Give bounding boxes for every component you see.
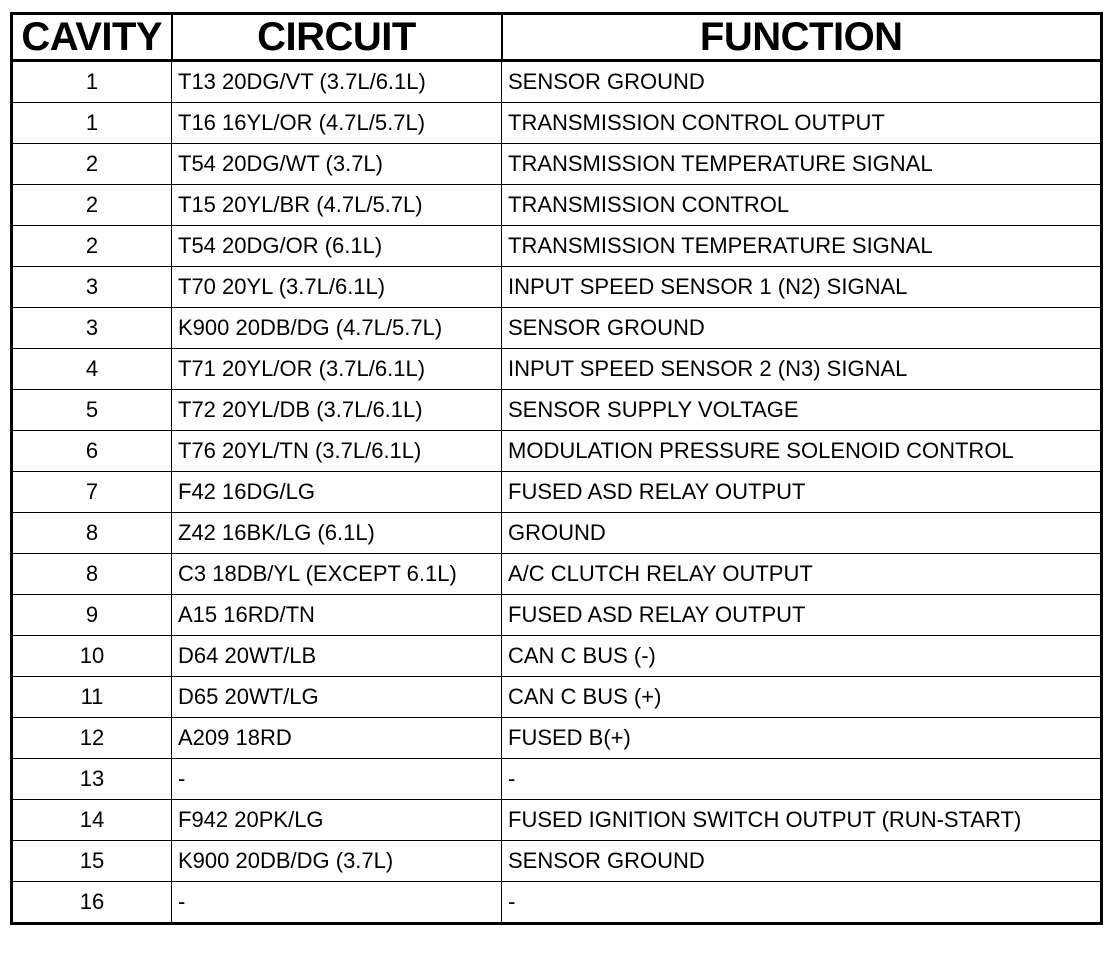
- cavity-cell: 14: [12, 800, 172, 841]
- cavity-cell: 1: [12, 61, 172, 103]
- table-row: [12, 636, 1102, 677]
- cavity-cell: 5: [12, 390, 172, 431]
- table-row: [12, 759, 1102, 800]
- cavity-cell: 2: [12, 185, 172, 226]
- table-row: [12, 841, 1102, 882]
- circuit-cell: T54 20DG/OR (6.1L): [172, 226, 502, 267]
- circuit-cell: K900 20DB/DG (3.7L): [172, 841, 502, 882]
- table-body: [12, 61, 1102, 924]
- function-cell: FUSED ASD RELAY OUTPUT: [502, 472, 1102, 513]
- function-cell: TRANSMISSION CONTROL: [502, 185, 1102, 226]
- cavity-cell: 15: [12, 841, 172, 882]
- circuit-cell: T76 20YL/TN (3.7L/6.1L): [172, 431, 502, 472]
- circuit-cell: K900 20DB/DG (4.7L/5.7L): [172, 308, 502, 349]
- circuit-cell: T54 20DG/WT (3.7L): [172, 144, 502, 185]
- table-header: [12, 14, 1102, 61]
- circuit-cell: T70 20YL (3.7L/6.1L): [172, 267, 502, 308]
- circuit-cell: T15 20YL/BR (4.7L/5.7L): [172, 185, 502, 226]
- circuit-cell: -: [172, 882, 502, 924]
- circuit-cell: A15 16RD/TN: [172, 595, 502, 636]
- cavity-cell: 3: [12, 267, 172, 308]
- function-cell: -: [502, 759, 1102, 800]
- table-row: [12, 103, 1102, 144]
- table-row: [12, 349, 1102, 390]
- circuit-cell: D64 20WT/LB: [172, 636, 502, 677]
- function-cell: TRANSMISSION TEMPERATURE SIGNAL: [502, 144, 1102, 185]
- cavity-cell: 7: [12, 472, 172, 513]
- function-cell: CAN C BUS (+): [502, 677, 1102, 718]
- table-row: [12, 513, 1102, 554]
- cavity-cell: 4: [12, 349, 172, 390]
- column-header-circuit: CIRCUIT: [172, 14, 502, 61]
- column-header-function: FUNCTION: [502, 14, 1102, 61]
- table-row: [12, 472, 1102, 513]
- table-row: [12, 390, 1102, 431]
- cavity-cell: 8: [12, 513, 172, 554]
- circuit-cell: T13 20DG/VT (3.7L/6.1L): [172, 61, 502, 103]
- function-cell: TRANSMISSION TEMPERATURE SIGNAL: [502, 226, 1102, 267]
- table-row: [12, 185, 1102, 226]
- circuit-cell: C3 18DB/YL (EXCEPT 6.1L): [172, 554, 502, 595]
- cavity-cell: 2: [12, 226, 172, 267]
- function-cell: SENSOR SUPPLY VOLTAGE: [502, 390, 1102, 431]
- table-row: [12, 554, 1102, 595]
- function-cell: SENSOR GROUND: [502, 841, 1102, 882]
- table-row: [12, 677, 1102, 718]
- table-row: [12, 800, 1102, 841]
- table-row: [12, 144, 1102, 185]
- function-cell: FUSED B(+): [502, 718, 1102, 759]
- cavity-cell: 12: [12, 718, 172, 759]
- column-header-cavity: CAVITY: [12, 14, 172, 61]
- function-cell: FUSED ASD RELAY OUTPUT: [502, 595, 1102, 636]
- function-cell: SENSOR GROUND: [502, 61, 1102, 103]
- connector-pinout-table: [10, 12, 1103, 925]
- header-row: [12, 14, 1102, 61]
- function-cell: FUSED IGNITION SWITCH OUTPUT (RUN-START): [502, 800, 1102, 841]
- function-cell: MODULATION PRESSURE SOLENOID CONTROL: [502, 431, 1102, 472]
- cavity-cell: 1: [12, 103, 172, 144]
- circuit-cell: A209 18RD: [172, 718, 502, 759]
- function-cell: INPUT SPEED SENSOR 1 (N2) SIGNAL: [502, 267, 1102, 308]
- circuit-cell: T71 20YL/OR (3.7L/6.1L): [172, 349, 502, 390]
- table-row: [12, 595, 1102, 636]
- circuit-cell: F942 20PK/LG: [172, 800, 502, 841]
- cavity-cell: 6: [12, 431, 172, 472]
- table-row: [12, 226, 1102, 267]
- circuit-cell: T16 16YL/OR (4.7L/5.7L): [172, 103, 502, 144]
- table-row: [12, 308, 1102, 349]
- function-cell: INPUT SPEED SENSOR 2 (N3) SIGNAL: [502, 349, 1102, 390]
- cavity-cell: 16: [12, 882, 172, 924]
- cavity-cell: 8: [12, 554, 172, 595]
- circuit-cell: T72 20YL/DB (3.7L/6.1L): [172, 390, 502, 431]
- table-row: [12, 718, 1102, 759]
- table-row: [12, 882, 1102, 924]
- function-cell: GROUND: [502, 513, 1102, 554]
- function-cell: -: [502, 882, 1102, 924]
- function-cell: A/C CLUTCH RELAY OUTPUT: [502, 554, 1102, 595]
- circuit-cell: D65 20WT/LG: [172, 677, 502, 718]
- connector-pinout-sheet: [10, 12, 1100, 925]
- cavity-cell: 3: [12, 308, 172, 349]
- circuit-cell: F42 16DG/LG: [172, 472, 502, 513]
- function-cell: TRANSMISSION CONTROL OUTPUT: [502, 103, 1102, 144]
- cavity-cell: 2: [12, 144, 172, 185]
- circuit-cell: Z42 16BK/LG (6.1L): [172, 513, 502, 554]
- cavity-cell: 13: [12, 759, 172, 800]
- cavity-cell: 11: [12, 677, 172, 718]
- table-row: [12, 431, 1102, 472]
- function-cell: CAN C BUS (-): [502, 636, 1102, 677]
- circuit-cell: -: [172, 759, 502, 800]
- cavity-cell: 9: [12, 595, 172, 636]
- function-cell: SENSOR GROUND: [502, 308, 1102, 349]
- cavity-cell: 10: [12, 636, 172, 677]
- table-row: [12, 61, 1102, 103]
- table-row: [12, 267, 1102, 308]
